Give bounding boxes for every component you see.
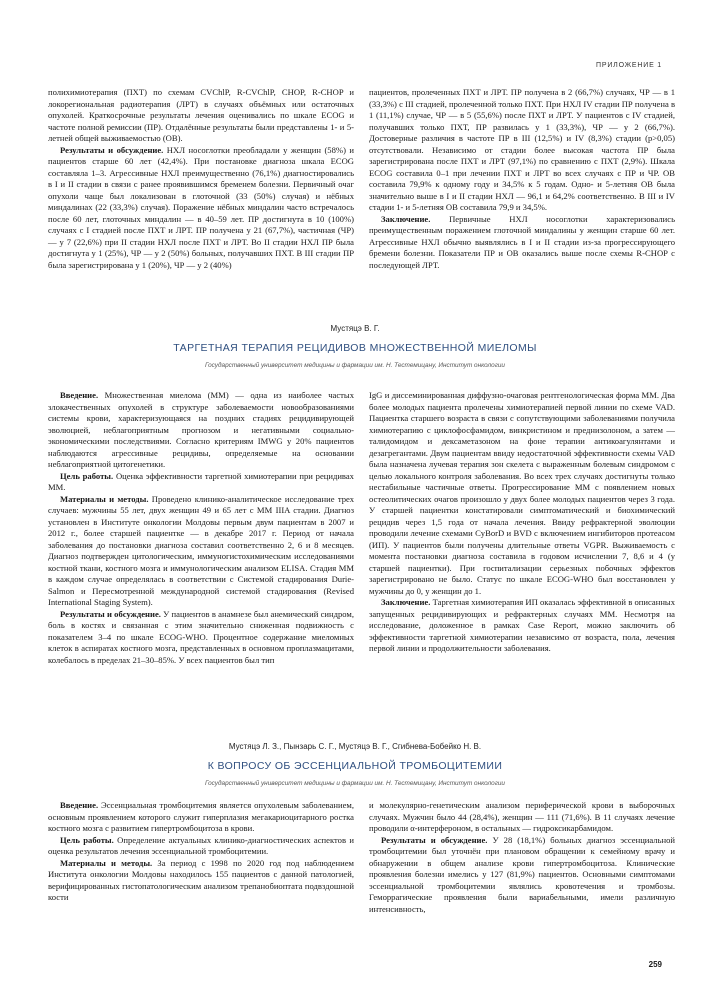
paragraph — [48, 390, 354, 471]
section1-right-column — [369, 87, 675, 271]
paragraph-text: Оценка эффективности таргетной химиотерапии при рецидивах ММ. — [48, 470, 354, 492]
paragraph-text: и молекулярно-генетическим анализом периферической крови в выборочных случаях. Мужчин было 44 (28,4%), женщин — 111 (71,6%). В 11 случаях лечение проводили α-интерфероном, в остальных — гидроксикарбамидом. — [369, 800, 675, 833]
paragraph-text: НХЛ носоглотки преобладали у женщин (58%) и пациентов старше 60 лет (42,4%). При постановке диагноза шкала ECOG составляла 1–3. Агрессивные НХЛ преимущественно (76,1%) диагностировались в I и II стадии в связи с ранее проявившимся бременем болезни. Первичный очаг опухоли чаще был локализован в глоточной (33 (50%) случая) и нёбных миндалинах (22 (33,3%) случая). Поражение нёбных миндалин часто встречалось после 60 лет, глоточных миндалин — в 40–59 лет. ПР достигнута в 10 (100%) случаях с I стадией после ПХТ и ЛРТ. ПР получена у 21 (67,7%), частичная (ЧР) — у 7 (22,6%) при II стадии НХЛ после ПХТ и ЛРТ. Во II стадии НХЛ ПР была достигнута у 1 (25%), ЧР — у 2 (50%) больных, получавших ПХТ. В III стадии ПР была зарегистрирована у 1 (20%), ЧР — у 2 (40%) — [48, 144, 354, 270]
section3-heading — [48, 742, 662, 787]
paragraph — [48, 609, 354, 667]
section2-authors: Мустяцэ В. Г. — [330, 324, 380, 333]
paragraph-lead: Заключение. — [381, 213, 431, 224]
page-number: 259 — [648, 960, 662, 969]
paragraph-text: пациентов, пролеченных ПХТ и ЛРТ. ПР получена в 2 (66,7%) случаях, ЧР — в 1 (33,3%) с III стадией, пролеченной только ПХТ. При НХЛ IV стадии ПР получена в 1 (11,1%) случае, ЧР — в 5 (55,6%) после ПХТ и ЛРТ. У пациентов с IV стадией, получавших только ПХТ, ПР развилась у 1 (33,3%), ЧР — у 2 (66,7%). Достоверные различия в частоте ПР в III (12,5%) и IV (8,3%) стадии (p>0,05) отсутствовали. Независимо от стадии более высокая частота ПР была зарегистрирована после ПХТ и ЛРТ (97,1%) по сравнению с ПХТ (2,9%). Шкала ECOG составила 0–1 при лечении ПХТ и ЛРТ во всех случаях с ПР и ЧР. ОВ составила 79,9% к одному году и 34,5% к 5 годам. Одно- и 5-летняя ОВ была значительно выше в I и II стадии НХЛ — 96,1 и 64,2% соответственно. В III и IV стадии 1- и 5-летняя ОВ составила 79,9 и 34,5%. — [369, 87, 675, 212]
paragraph-text: За период с 1998 по 2020 год под наблюдением Института онкологии Молдовы находилось 155 пациентов с данной патологией, верифицированных гистопатологическим анализом трепанобиоптата подвздошной кости — [48, 857, 354, 902]
paragraph — [369, 87, 675, 214]
paragraph-lead: Результаты и обсуждение. — [60, 608, 161, 619]
paragraph-lead: Цель работы. — [60, 470, 114, 481]
section2-right-column — [369, 390, 675, 655]
paragraph-text: Множественная миелома (ММ) — одна из наиболее частых злокачественных опухолей в структуре заболеваемости новообразованиями системы крови, характеризующаяся на поздних стадиях рецидивирующей эволюцией, неблагоприятным прогнозом и негативными социально-экономическими последствиями. Согласно критериям IMWG у 20% пациентов наблюдаются агрессивные рецидивы, определяемые на основании неблагоприятной цитогенетики. — [48, 390, 354, 469]
paragraph-lead: Материалы и методы. — [60, 493, 149, 504]
running-title: ПРИЛОЖЕНИЕ 1 — [596, 62, 662, 69]
paragraph — [48, 835, 354, 858]
section3-authors: Мустяцэ Л. З., Пынзарь С. Г., Мустяцэ В. Г., Сгибнева-Бобейко Н. В. — [228, 742, 482, 751]
section3-title: К ВОПРОСУ ОБ ЭССЕНЦИАЛЬНОЙ ТРОМБОЦИТЕМИИ — [207, 760, 503, 772]
paragraph — [369, 597, 675, 655]
paragraph — [48, 858, 354, 904]
paragraph — [48, 471, 354, 494]
section3-affiliation: Государственный университет медицины и фармации им. Н. Тестемицану, Институт онкологии — [205, 780, 505, 787]
paragraph — [369, 214, 675, 272]
paragraph-lead: Введение. — [60, 800, 99, 810]
paragraph-lead: Цель работы. — [60, 834, 114, 845]
paragraph-lead: Результаты и обсуждение. — [60, 144, 164, 155]
section1-left-column — [48, 87, 354, 271]
paragraph — [48, 145, 354, 272]
section2-title: ТАРГЕТНАЯ ТЕРАПИЯ РЕЦИДИВОВ МНОЖЕСТВЕННОЙ МИЕЛОМЫ — [173, 342, 537, 354]
paragraph-text: У пациентов в анамнезе был анемический синдром, боль в костях и связанная с этим значительно сниженная подвижность с показателем 3–4 по шкале ECOG-WHO. Процентное содержание миеломных клеток в аспиратах костного мозга, представленных в основном проплазмацитами, колебалось в пределах 21–30–85%. У всех пациентов был тип — [48, 608, 354, 665]
paragraph — [48, 800, 354, 835]
paragraph — [48, 494, 354, 609]
paragraph-text: Таргетная химиотерапия ИП оказалась эффективной в описанных запущенных рецидивирующих и рефрактерных случаях ММ. Несмотря на исследование, доложенное в рамках Case Report, можно заключить об эффективности таргетной химиотерапии независимо от возраста, пола, лечения первой линии и продолжительности заболевания. — [369, 597, 675, 653]
paragraph-lead: Заключение. — [381, 597, 431, 607]
paragraph — [48, 87, 354, 145]
paragraph-text: полихимиотерапия (ПХТ) по схемам CVChlP, R-CVChlP, CHOP, R-CHOP и локорегиональная радиотерапия (ЛРТ) в случаях объёмных или остаточных опухолей. Краткосрочные результаты лечения оценивались по шкале ECOG и частоте полной ремиссии (ПР). Отдалённые результаты были представлены 1- и 5-летней общей выживаемостью (ОВ). — [48, 87, 354, 143]
paragraph — [369, 800, 675, 835]
paragraph-text: Первичные НХЛ носоглотки характеризовались преимущественным поражением глоточной миндалины у женщин старше 60 лет. Агрессивные НХЛ обычно выявлялись в I и II стадии из-за прогрессирующего бремени болезни. Показатели ПР и ОВ оказались выше после схемы R-CHOP с последующей ЛРТ. — [369, 213, 675, 270]
section3-right-column — [369, 800, 675, 915]
section2-heading — [48, 324, 662, 369]
section3-left-column — [48, 800, 354, 904]
section2-affiliation: Государственный университет медицины и фармации им. Н. Тестемицану, Институт онкологии — [205, 362, 505, 369]
paragraph-text: Проведено клинико-аналитическое исследование трех случаев: мужчины 55 лет, двух женщин 49 и 65 лет с ММ IIIA стадии. Диагноз установлен в Институте онкологии Молдовы первым двум пациентам в 2007 и 2012 г., более старшей пациентке — в декабре 2017 г. Период от начала заболевания до постановки диагноза составил соответственно 2, 6 и 8 месяцев. Диагноз подтвержден цитологическим, иммуногистохимическим исследованиями костной ткани, костного мозга и иммунологическим анализом ELISA. Стадия ММ в каждом случае определялась в соответствии с Системой стадирования Durie-Salmon и Пересмотренной международной системой стадирования (Revised International Staging System). — [48, 493, 354, 607]
paragraph — [369, 390, 675, 597]
paragraph — [369, 835, 675, 916]
paragraph-lead: Введение. — [60, 390, 99, 400]
paragraph-lead: Результаты и обсуждение. — [381, 834, 488, 845]
section2-left-column — [48, 390, 354, 666]
paragraph-text: У 28 (18,1%) больных диагноз эссенциальной тромбоцитемии был уточнён при плановом обращении к семейному врачу и обнаружении в общем анализе крови гипертромбоцитоза. Клинические проявления болезни имелись у 127 (81,9%) пациентов. Основными симптомами эссенциальной тромбоцитемии являлись кровотечения и тромбозы. Геморрагические проявления были вариабельными, имели различную интенсивность, — [369, 834, 675, 914]
paragraph-text: Эссенциальная тромбоцитемия является опухолевым заболеванием, основным проявлением которого служит гиперплазия мегакариоцитарного ростка костного мозга с развитием гипертромбоцитоза в крови. — [48, 800, 354, 833]
paragraph-text: Определение актуальных клинико-диагностических аспектов и оценка результатов лечения эссенциальной тромбоцитемии. — [48, 834, 354, 856]
paragraph-text: IgG и диссеминированная диффузно-очаговая рентгенологическая форма ММ. Два более молодых пациента пролечены химиотерапией первой линии по схеме VAD. Пациентка старшего возраста в связи с сопутствующими заболеваниями получила химиотерапию с циклофосфамидом, винкристином и преднизолоном, а затем — талидомидом и дексаметазоном на фоне терапии антикоагулянтами и дезагрегантами. Двум пациентам ввиду недостаточной эффективности схемы VAD была назначена лучевая терапия зон скелета с выраженным болевым синдромом с целью локального контроля заболевания. Во всех трех случаях достигнуты только нестабильные частичные ответы. Прогрессирование ММ с появлением новых остеолитических очагов произошло у двух более молодых пациентов через 3 года. У старшей пациентки констатировали симптоматический и биохимический рецидив через 1,5 года от начала лечения. Ввиду рефрактерной эволюции проводили лечение схемами CyBorD и BVD с включением ингибиторов протеасом (ИП). У пациентов были получены длительные ответы VGPR. Выживаемость с момента постановки диагноза составила в годовом исчислении 7, 8,6 и 4 (у старшей пациентки). При госпитализации серьезных побочных эффектов зарегистрировано не было. Статус по шкале ECOG-WHO был восстановлен у мужчины до 0, у женщин до 1. — [369, 390, 675, 596]
paragraph-lead: Материалы и методы. — [60, 857, 153, 868]
